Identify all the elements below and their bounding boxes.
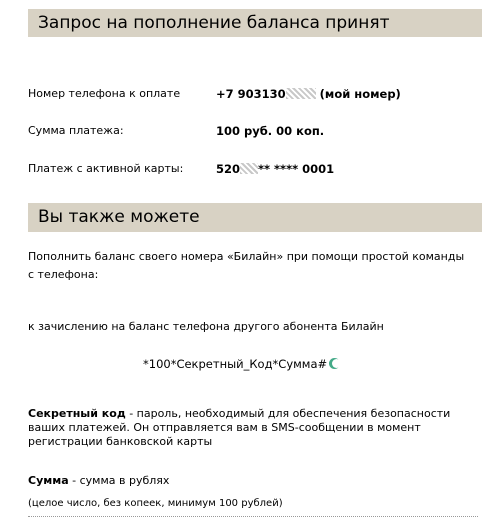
header-request-accepted: Запрос на пополнение баланса принят — [28, 9, 482, 37]
phone-prefix: +7 903130 — [216, 87, 286, 101]
masked-digits — [286, 88, 316, 99]
transfer-text: к зачислению на баланс телефона другого абонента Билайн — [28, 320, 384, 333]
ussd-command — [143, 357, 340, 371]
header-you-can-also: Вы также можете — [28, 203, 482, 232]
secret-term: Секретный код — [28, 407, 126, 420]
sum-term: Сумма — [28, 474, 69, 487]
phone-label: Номер телефона к оплате — [28, 87, 181, 100]
card-value — [216, 161, 334, 177]
masked-card-digits — [240, 163, 258, 174]
card-prefix: 520 — [216, 162, 241, 176]
card-suffix: ** **** 0001 — [258, 162, 335, 176]
sum-constraint: (целое число, без копеек, минимум 100 рублей) — [28, 498, 283, 509]
phone-suffix: (мой номер) — [315, 87, 401, 101]
secret-desc: - пароль, необходимый для обеспечения безопасности ваших платежей. Он отправляется вам в SMS-сообщении в момент регистрации банковской карты — [28, 407, 451, 448]
intro-text: Пополнить баланс своего номера «Билайн» при помощи простой команды с телефона: — [28, 250, 465, 281]
sum-desc: - сумма в рублях — [68, 474, 170, 487]
divider — [28, 516, 478, 517]
amount-label: Сумма платежа: — [28, 124, 124, 137]
card-label: Платеж с активной карты: — [28, 162, 184, 175]
secret-code-note — [28, 407, 468, 449]
sum-note — [28, 473, 468, 489]
command-text: *100*Секретный_Код*Сумма# — [143, 357, 328, 371]
moon-icon — [329, 358, 340, 369]
amount-value: 100 руб. 00 коп. — [216, 124, 325, 138]
phone-value — [216, 86, 401, 102]
